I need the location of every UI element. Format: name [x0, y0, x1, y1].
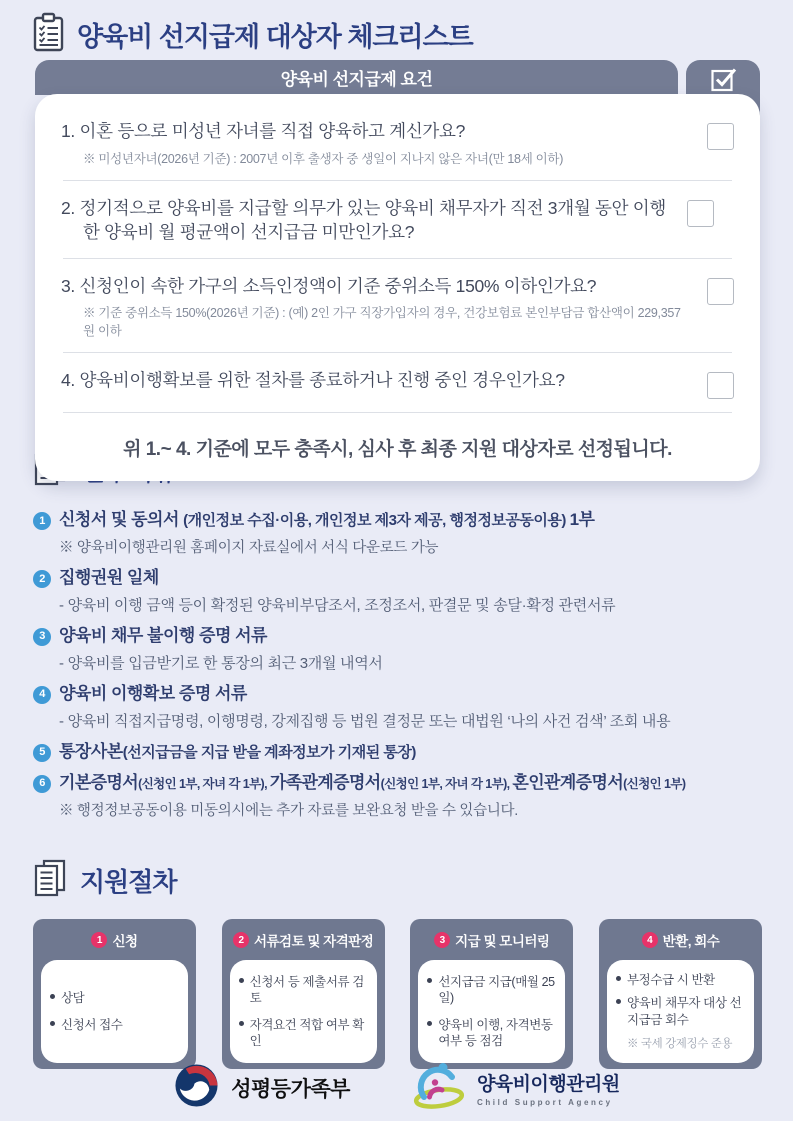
item-title: 집행권원 일체 [59, 567, 159, 587]
question-3-note: ※ 기준 중위소득 150%(2026년 기준) : (예) 2인 가구 직장가입자의 경우, 건강보험료 본인부담금 합산액이 229,357원 이하 [83, 306, 681, 338]
row-divider [63, 412, 732, 413]
bullet-dot [239, 978, 244, 983]
item-number-badge: 3 [33, 628, 51, 646]
item-title-detail: (선지급금을 지급 받을 계좌정보가 기재된 통장) [122, 743, 416, 761]
page-title-row [33, 12, 473, 57]
item-title-detail: (신청인 1부, 자녀 각 1부), [380, 776, 513, 791]
item-number-badge: 6 [33, 775, 51, 793]
item-note: ※ 양육비이행관리원 홈페이지 자료실에서 서식 다운로드 가능 [59, 539, 439, 556]
document-item [33, 509, 765, 559]
document-item [33, 625, 765, 675]
step-title: 지급 및 모니터링 [455, 934, 550, 949]
step-bullet: 신청서 접수 [61, 1017, 123, 1032]
checklist-header-bar [35, 60, 678, 95]
step-note: ※ 국세 강제징수 준용 [626, 1037, 733, 1050]
agency-name-english: Child Support Agency [476, 1097, 613, 1107]
item-title: 신청서 및 동의서 [59, 510, 184, 529]
bullet-dot [427, 978, 432, 983]
item-number-badge: 1 [33, 512, 51, 530]
bullet-dot [616, 976, 621, 981]
item-title-detail: (신청인 1부) [623, 776, 686, 791]
item-title: 기본증명서 [59, 772, 139, 792]
question-1-checkbox[interactable] [707, 123, 734, 150]
question-4: 4. 양육비이행확보를 위한 절차를 종료하거나 진행 중인 경우인가요? [61, 370, 565, 390]
ministry-logo-group [173, 1062, 350, 1114]
item-title: 양육비 채무 불이행 증명 서류 [59, 625, 267, 645]
document-item [33, 772, 765, 822]
korea-government-emblem-icon [173, 1062, 220, 1114]
item-note: ※ 행정정보공동이용 미동의시에는 추가 자료를 보완요청 받을 수 있습니다. [59, 802, 518, 819]
checklist-row [61, 189, 734, 250]
stacked-documents-icon [33, 858, 67, 903]
step-card-recovery [599, 919, 762, 1069]
checklist-summary: 위 1.~ 4. 기준에 모두 충족시, 심사 후 최종 지원 대상자로 선정됩니다. [123, 439, 672, 460]
item-sub: - 양육비 이행 금액 등이 확정된 양육비부담조서, 조정조서, 판결문 및 송달·확정 관련서류 [59, 596, 616, 614]
document-item [33, 683, 765, 733]
document-item [33, 741, 765, 764]
footer [0, 1060, 793, 1115]
question-3-checkbox[interactable] [707, 278, 734, 305]
item-title-detail: (개인정보 수집·이용, 개인정보 제3자 제공, 행정정보공동이용) [183, 512, 570, 529]
step-bullet: 자격요건 적합 여부 확인 [249, 1017, 364, 1048]
checklist-row [61, 361, 734, 404]
procedure-heading: 지원절차 [80, 867, 177, 897]
step-title: 반환, 회수 [662, 934, 720, 949]
checklist-row [61, 267, 734, 345]
row-divider [63, 258, 732, 259]
item-number-badge: 5 [33, 744, 51, 762]
step-number-badge: 2 [233, 932, 249, 948]
question-1-note: ※ 미성년자녀(2026년 기준) : 2007년 이후 출생자 중 생일이 지나지 않은 자녀(만 18세 이하) [83, 151, 564, 166]
procedure-section [33, 858, 762, 1069]
ministry-name: 성평등가족부 [231, 1077, 350, 1101]
step-bullet: 선지급금 지급(매월 25일) [438, 975, 555, 1006]
question-3: 3. 신청인이 속한 가구의 소득인정액이 기준 중위소득 150% 이하인가요? [61, 275, 597, 296]
bullet-dot [50, 1021, 55, 1026]
item-title-detail: (신청인 1부, 자녀 각 1부), [138, 776, 270, 791]
question-2-checkbox[interactable] [687, 200, 714, 227]
step-bullet: 상담 [61, 991, 85, 1006]
agency-logo-group [412, 1060, 620, 1115]
question-1: 1. 이혼 등으로 미성년 자녀를 직접 양육하고 계신가요? [61, 121, 466, 141]
step-bullet: 양육비 이행, 자격변동 여부 등 점검 [438, 1017, 553, 1048]
item-title: 혼인관계증명서 [512, 772, 624, 792]
checklist-header-label: 양육비 선지급제 요건 [280, 70, 433, 89]
question-4-checkbox[interactable] [707, 372, 734, 399]
item-title: 가족관계증명서 [269, 772, 381, 792]
step-number-badge: 3 [434, 932, 450, 948]
document-item [33, 567, 765, 617]
bullet-dot [427, 1021, 432, 1026]
procedure-heading-row [33, 858, 762, 903]
step-number-badge: 1 [91, 932, 107, 948]
checklist-card [35, 94, 760, 481]
child-support-agency-icon [412, 1060, 466, 1115]
item-sub: - 양육비를 입금받기로 한 통장의 최근 3개월 내역서 [59, 654, 383, 672]
page-title: 양육비 선지급제 대상자 체크리스트 [77, 22, 473, 52]
row-divider [63, 180, 732, 181]
step-bullet: 부정수급 시 반환 [626, 973, 715, 988]
step-card-apply [33, 919, 196, 1069]
agency-name: 양육비이행관리원 [476, 1073, 620, 1095]
step-title: 신청 [112, 934, 138, 949]
step-card-review [222, 919, 385, 1069]
procedure-steps [33, 919, 762, 1069]
clipboard-checklist-icon [33, 12, 64, 57]
item-number-badge: 2 [33, 570, 51, 588]
documents-list [33, 509, 765, 822]
step-bullet: 신청서 등 제출서류 검토 [249, 975, 364, 1006]
row-divider [63, 352, 732, 353]
bullet-dot [239, 1021, 244, 1026]
step-title: 서류검토 및 자격판정 [253, 934, 374, 949]
item-title-count: 1부 [569, 510, 595, 529]
bullet-dot [50, 994, 55, 999]
item-title: 양육비 이행확보 증명 서류 [59, 683, 247, 703]
item-number-badge: 4 [33, 686, 51, 704]
step-card-payment [410, 919, 573, 1069]
step-bullet: 양육비 채무자 대상 선지급금 회수 [626, 996, 742, 1027]
bullet-dot [616, 999, 621, 1004]
item-title: 통장사본 [59, 741, 123, 761]
checklist-row [61, 112, 734, 172]
required-documents-section [33, 447, 765, 822]
question-2: 2. 정기적으로 양육비를 지급할 의무가 있는 양육비 채무자가 직전 3개월 동안 이행한 양육비 월 평균액이 선지급금 미만인가요? [61, 197, 666, 242]
item-sub: - 양육비 직접지급명령, 이행명령, 강제집행 등 법원 결정문 또는 대법원 ‘나의 사건 검색’ 조회 내용 [59, 712, 671, 730]
step-number-badge: 4 [642, 932, 658, 948]
